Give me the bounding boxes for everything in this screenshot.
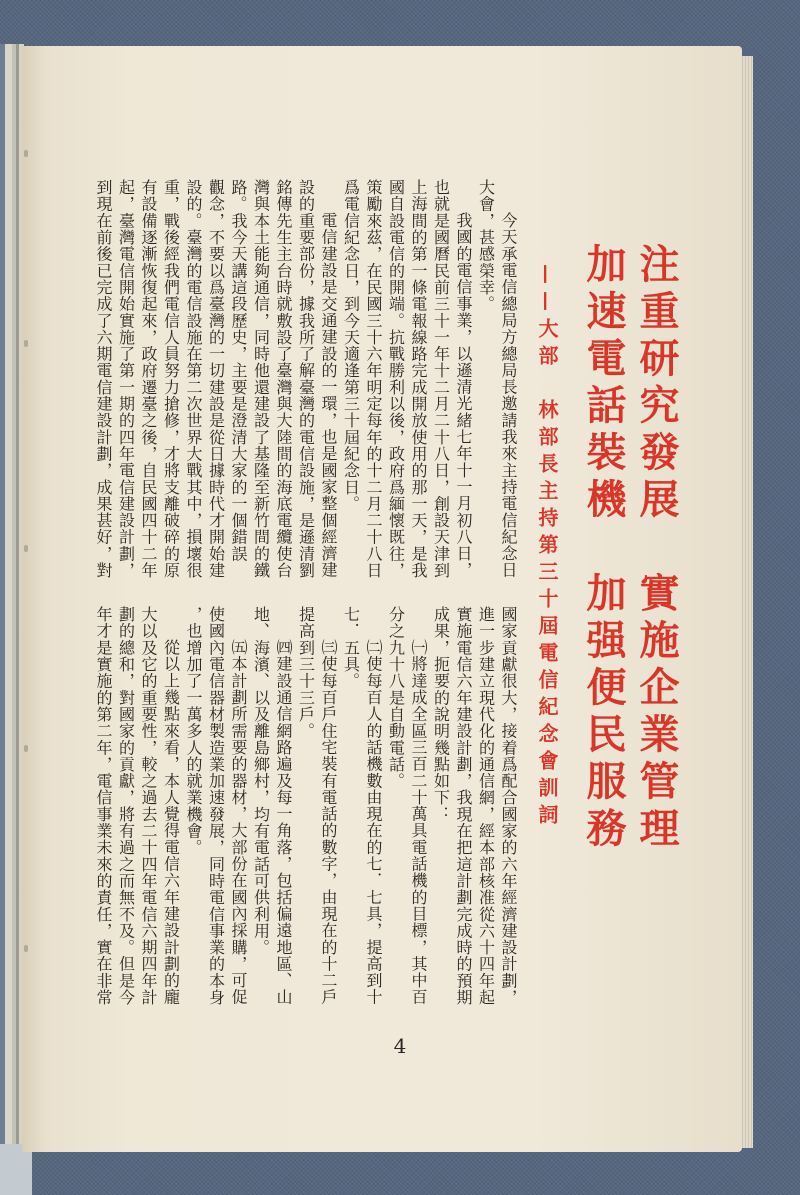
text-column: 銘傳先生主台時就敷設了臺灣與大陸間的海底電纜使台: [274, 179, 293, 579]
binding-hole: [24, 340, 28, 347]
list-item-column: ㈠將達成全區三百二十萬具電話機的目標，其中百: [409, 639, 428, 1006]
text-column: 國自設電信的開端。抗戰勝利以後，政府爲緬懷既往，: [386, 179, 406, 579]
list-item-column: ㈤本計劃所需要的器材，大部份在國內採購，可促: [229, 639, 248, 1006]
text-column: 七．五具。: [341, 606, 361, 690]
lower-text-block: [91, 606, 519, 1010]
text-column: 大以及它的重要性，較之過去二十四年電信六期四年計: [139, 606, 158, 1006]
text-column: 爲電信紀念日，到今天適逢第三十屆紀念日。: [341, 179, 361, 512]
text-column: 到現在前後已完成了六期電信建設計劃，成果甚好，對: [94, 179, 113, 579]
text-column: 觀念，不要以爲臺灣的一切建設是從日據時代才開始建: [206, 179, 226, 579]
text-column: 從以上幾點來看，本人覺得電信六年建設計劃的龐: [161, 639, 181, 1006]
text-column: 分之九十八是自動電話。: [386, 606, 406, 790]
text-column: 設的。臺灣的電信設施在第二次世界大戰其中，損壞很: [184, 179, 203, 579]
binding-hole: [24, 545, 28, 552]
title-line-1: 注重研究發展 實施企業管理: [633, 243, 680, 854]
list-item-column: ㈢使每百戶住宅裝有電話的數字，由現在的十二戶: [319, 639, 338, 1006]
text-column: 設的重要部份，據我所了解臺灣的電信設施，是遜清劉: [296, 179, 316, 579]
text-column: 我國的電信事業，以遜清光緒七年十一月初八日，: [454, 212, 473, 579]
text-column: 國家貢獻很大，接着爲配合國家的六年經濟建設計劃，: [499, 606, 518, 1006]
text-column: 使國內電信器材製造業加速發展，同時電信事業的本身: [206, 606, 226, 1006]
text-column: 年才是實施的第二年，電信事業未來的責任，實在非常: [94, 606, 113, 1006]
text-column: 策勵來茲，在民國三十六年明定每年的十二月二十八日: [364, 179, 383, 579]
list-item-column: ㈡使每百人的話機數由現在的七．七具，提高到十: [364, 639, 383, 1006]
text-column: 劃的總和，對國家的貢獻，將有過之而無不及。但是今: [116, 606, 136, 1006]
text-column: 實施電信六年建設計劃，我現在把這計劃完成時的預期: [454, 606, 473, 1006]
binding-hole: [24, 945, 28, 952]
text-column: 上海間的第一條電報線路完成開放使用的那一天，是我: [409, 179, 428, 579]
text-column: 地、海濱、以及離島鄉村，均有電話可供利用。: [251, 606, 271, 956]
text-column: 大會，甚感榮幸。: [476, 179, 496, 313]
text-column: 成果，扼要的說明幾點如下：: [431, 606, 451, 823]
binding-hole: [24, 150, 28, 157]
text-column: 路。我今天講這段歷史，主要是澄清大家的一個錯誤: [229, 179, 248, 562]
text-column: 電信建設是交通建設的一環，也是國家整個經濟建: [319, 212, 338, 579]
book-cover-bottom: [30, 1150, 800, 1195]
text-column: 進一步建立現代化的通信網，經本部核准從六十四年起: [476, 606, 496, 1006]
title-line-2: 加速電話裝機 加强便民服務: [580, 243, 627, 854]
book-cover-top: [0, 0, 800, 48]
text-column: 起，臺灣電信開始實施了第一期的四年電信建設計劃，: [116, 179, 136, 579]
upper-text-block: [91, 179, 519, 583]
title-byline: ——大部 林部長主持第三十屆電信紀念會訓詞: [535, 264, 559, 831]
book-cover-right: [752, 0, 800, 1195]
text-column: 有設備逐漸恢復起來，政府遷臺之後，自民國四十二年: [139, 179, 158, 579]
text-column: ，也增加了一萬多人的就業機會。: [184, 606, 203, 856]
page-number: 4: [393, 1034, 407, 1058]
text-column: 提高到三十三戶。: [296, 606, 316, 740]
binding-hole: [24, 745, 28, 752]
text-column: 今天承電信總局方總局長邀請我來主持電信紀念日: [499, 212, 518, 579]
text-column: 重，戰後經我們電信人員努力搶修，才將支離破碎的原: [161, 179, 181, 579]
list-item-column: ㈣建設通信網路遍及每一角落，包括偏遠地區、山: [274, 639, 293, 1006]
page-stack-left: [0, 44, 24, 1144]
text-column: 灣與本土能夠通信，同時他還建設了基隆至新竹間的鐵: [251, 179, 271, 579]
text-column: 也就是國曆民前三十一年十二月二十八日，創設天津到: [431, 179, 451, 579]
